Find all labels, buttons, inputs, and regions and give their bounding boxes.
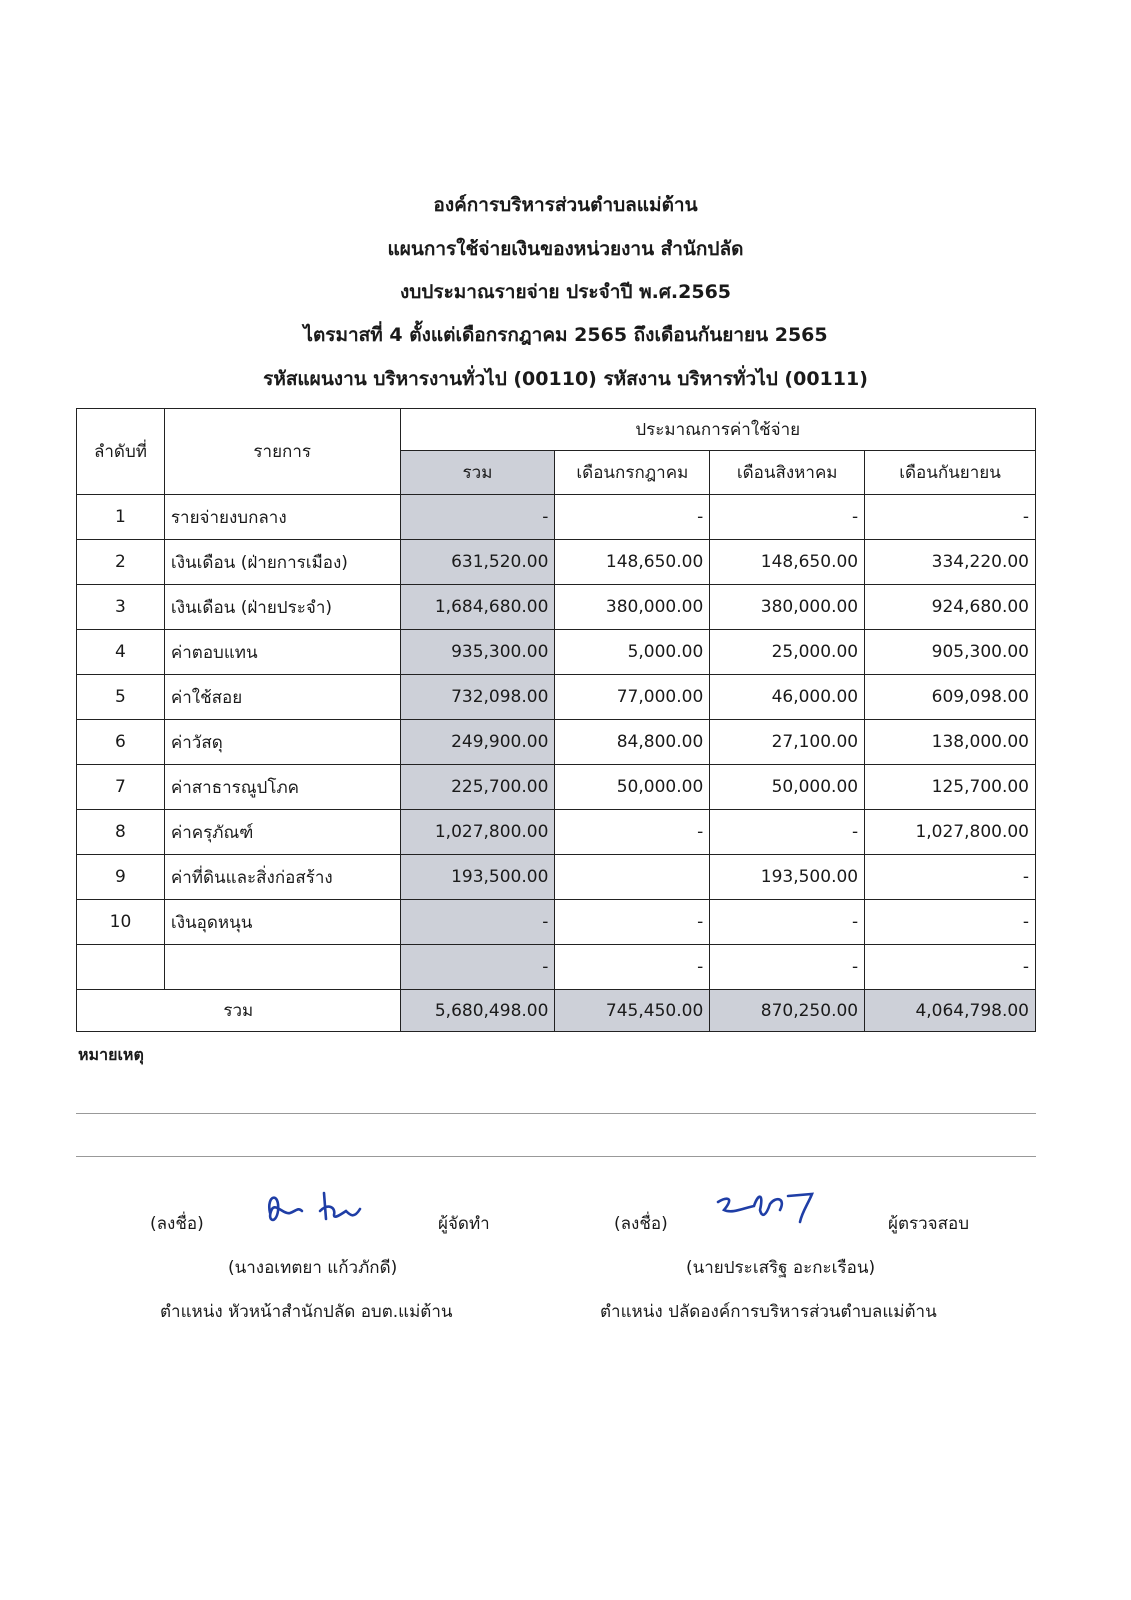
- table-row: [77, 630, 1036, 675]
- row-sep: 125,700.00: [865, 765, 1036, 810]
- left-name: (นางอเทตยา แก้วภักดี): [228, 1258, 398, 1278]
- col-header-item: รายการ: [164, 409, 400, 495]
- row-item: ค่าสาธารณูปโภค: [164, 765, 400, 810]
- col-header-no: ลำดับที่: [77, 409, 165, 495]
- note-label: หมายเหตุ: [78, 1045, 144, 1064]
- row-no: 1: [77, 495, 165, 540]
- plan-title: แผนการใช้จ่ายเงินของหน่วยงาน สำนักปลัด: [387, 238, 744, 260]
- row-aug: 46,000.00: [710, 675, 865, 720]
- right-position: ตำแหน่ง ปลัดองค์การบริหารส่วนตำบลแม่ต้าน: [600, 1302, 937, 1322]
- row-item: ค่าครุภัณฑ์: [164, 810, 400, 855]
- row-total: 193,500.00: [400, 855, 555, 900]
- col-header-jul: เดือนกรกฎาคม: [555, 451, 710, 495]
- note-line: [76, 1156, 1036, 1157]
- row-sep: -: [865, 945, 1036, 990]
- col-header-total: รวม: [400, 451, 555, 495]
- org-title: องค์การบริหารส่วนตำบลแม่ต้าน: [433, 194, 698, 216]
- row-sep: 1,027,800.00: [865, 810, 1036, 855]
- row-sep: 609,098.00: [865, 675, 1036, 720]
- row-total: 249,900.00: [400, 720, 555, 765]
- row-item: ค่าวัสดุ: [164, 720, 400, 765]
- row-no: 7: [77, 765, 165, 810]
- row-sep: -: [865, 855, 1036, 900]
- right-sign-prefix: (ลงชื่อ): [614, 1214, 668, 1234]
- sum-aug: 870,250.00: [710, 990, 865, 1032]
- sum-jul: 745,450.00: [555, 990, 710, 1032]
- row-item: รายจ่ายงบกลาง: [164, 495, 400, 540]
- row-no: [77, 945, 165, 990]
- row-no: 6: [77, 720, 165, 765]
- row-aug: 148,650.00: [710, 540, 865, 585]
- left-position: ตำแหน่ง หัวหน้าสำนักปลัด อบต.แม่ต้าน: [160, 1302, 453, 1322]
- row-jul: -: [555, 810, 710, 855]
- left-role: ผู้จัดทำ: [438, 1214, 490, 1234]
- row-sep: 905,300.00: [865, 630, 1036, 675]
- row-aug: 27,100.00: [710, 720, 865, 765]
- table-row: [77, 900, 1036, 945]
- row-jul: -: [555, 900, 710, 945]
- budget-year-title: งบประมาณรายจ่าย ประจำปี พ.ศ.2565: [399, 281, 732, 303]
- row-aug: -: [710, 495, 865, 540]
- row-jul: -: [555, 495, 710, 540]
- row-jul: -: [555, 945, 710, 990]
- row-jul: 380,000.00: [555, 585, 710, 630]
- right-role: ผู้ตรวจสอบ: [888, 1214, 970, 1234]
- row-item: ค่าที่ดินและสิ่งก่อสร้าง: [164, 855, 400, 900]
- row-aug: 50,000.00: [710, 765, 865, 810]
- row-item: เงินอุดหนุน: [164, 900, 400, 945]
- inspector-signature: [714, 1188, 834, 1236]
- row-no: 10: [77, 900, 165, 945]
- row-total: 935,300.00: [400, 630, 555, 675]
- row-item: เงินเดือน (ฝ่ายประจำ): [164, 585, 400, 630]
- row-total: 1,684,680.00: [400, 585, 555, 630]
- table-total-row: [77, 990, 1036, 1032]
- note-line: [76, 1113, 1036, 1114]
- plan-code-title: รหัสแผนงาน บริหารงานทั่วไป (00110) รหัสงาน บริหารทั่วไป (00111): [263, 368, 868, 390]
- sum-sep: 4,064,798.00: [865, 990, 1036, 1032]
- row-sep: 924,680.00: [865, 585, 1036, 630]
- table-row: [77, 495, 1036, 540]
- col-header-aug: เดือนสิงหาคม: [710, 451, 865, 495]
- row-jul: 5,000.00: [555, 630, 710, 675]
- row-item: ค่าตอบแทน: [164, 630, 400, 675]
- table-row: [77, 855, 1036, 900]
- row-item: [164, 945, 400, 990]
- row-aug: -: [710, 810, 865, 855]
- row-total: -: [400, 945, 555, 990]
- row-jul: 84,800.00: [555, 720, 710, 765]
- row-jul: 50,000.00: [555, 765, 710, 810]
- right-name: (นายประเสริฐ อะกะเรือน): [686, 1258, 876, 1278]
- quarter-title: ไตรมาสที่ 4 ตั้งแต่เดือกรกฎาคม 2565 ถึงเดือนกันยายน 2565: [303, 324, 828, 346]
- row-total: -: [400, 495, 555, 540]
- row-aug: -: [710, 945, 865, 990]
- table-row: [77, 675, 1036, 720]
- row-jul: 77,000.00: [555, 675, 710, 720]
- row-aug: 25,000.00: [710, 630, 865, 675]
- budget-table: [76, 408, 1036, 1032]
- row-no: 3: [77, 585, 165, 630]
- row-no: 4: [77, 630, 165, 675]
- row-jul: [555, 855, 710, 900]
- row-sep: -: [865, 495, 1036, 540]
- row-sep: -: [865, 900, 1036, 945]
- row-no: 2: [77, 540, 165, 585]
- row-no: 5: [77, 675, 165, 720]
- preparer-signature: [262, 1185, 382, 1233]
- table-row: [77, 540, 1036, 585]
- row-total: 225,700.00: [400, 765, 555, 810]
- row-sep: 138,000.00: [865, 720, 1036, 765]
- sum-total: 5,680,498.00: [400, 990, 555, 1032]
- row-total: -: [400, 900, 555, 945]
- total-label: รวม: [77, 990, 401, 1032]
- col-header-group: ประมาณการค่าใช้จ่าย: [400, 409, 1035, 451]
- row-item: ค่าใช้สอย: [164, 675, 400, 720]
- row-aug: 380,000.00: [710, 585, 865, 630]
- left-sign-prefix: (ลงชื่อ): [150, 1214, 204, 1234]
- row-no: 9: [77, 855, 165, 900]
- row-sep: 334,220.00: [865, 540, 1036, 585]
- table-row: [77, 765, 1036, 810]
- row-total: 732,098.00: [400, 675, 555, 720]
- table-row: [77, 945, 1036, 990]
- row-total: 631,520.00: [400, 540, 555, 585]
- row-aug: 193,500.00: [710, 855, 865, 900]
- row-aug: -: [710, 900, 865, 945]
- table-row: [77, 810, 1036, 855]
- row-item: เงินเดือน (ฝ่ายการเมือง): [164, 540, 400, 585]
- col-header-sep: เดือนกันยายน: [865, 451, 1036, 495]
- table-row: [77, 720, 1036, 765]
- row-total: 1,027,800.00: [400, 810, 555, 855]
- row-no: 8: [77, 810, 165, 855]
- table-row: [77, 585, 1036, 630]
- row-jul: 148,650.00: [555, 540, 710, 585]
